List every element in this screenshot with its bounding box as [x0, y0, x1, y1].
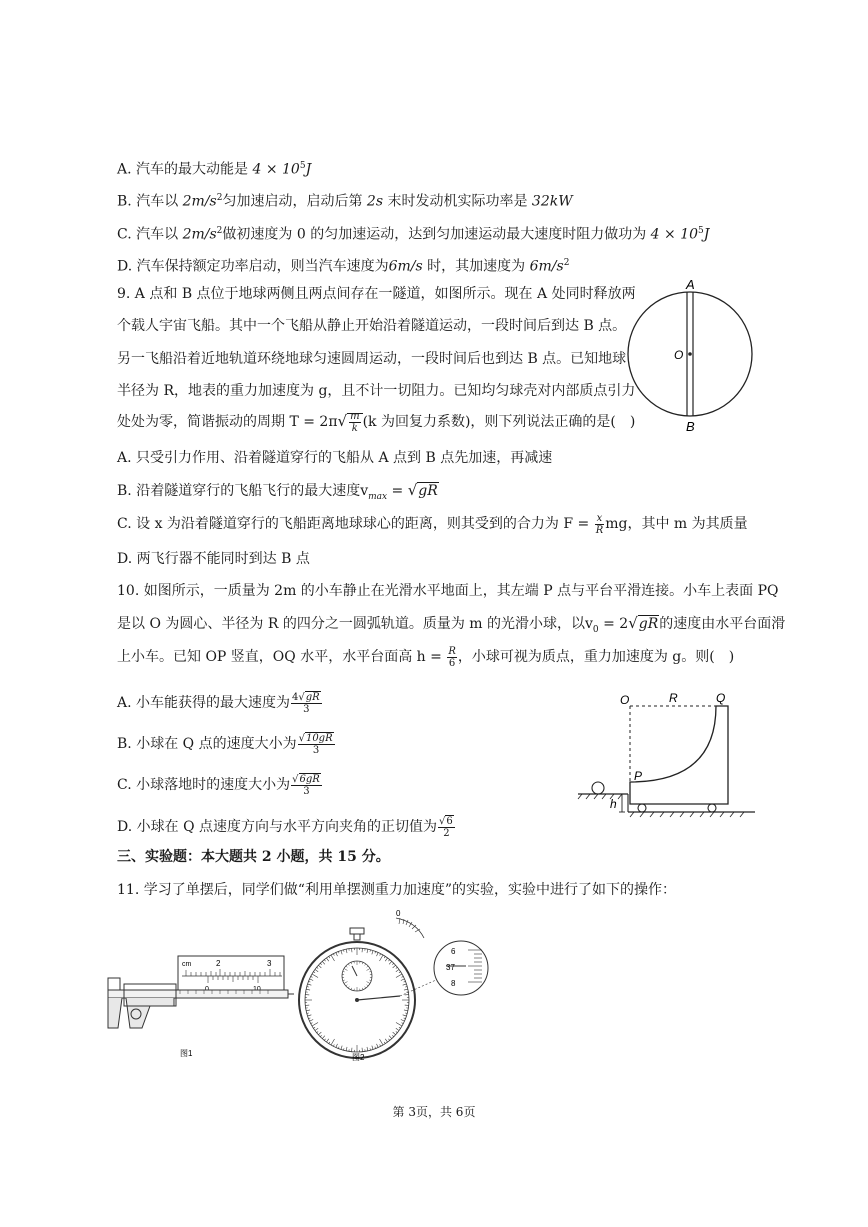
caliper-upper-jaw-fixed — [108, 978, 120, 990]
section-3-heading: 三、实验题：本大题共 2 小题，共 15 分。 — [117, 849, 390, 865]
q9-option-c: C. 设 x 为沿着隧道穿行的飞船距离地球球心的距离，则其受到的合力为 F = $\frac{x}{R}$ mg，其中 m 为其质量 — [117, 512, 748, 536]
q9-earth-tunnel-figure — [620, 278, 760, 438]
q10-line-1: 10. 如图所示，一质量为 2m 的小车静止在光滑水平地面上，其左端 P 点与平台平滑连接。小车上表面 PQ — [117, 583, 779, 599]
q8-option-d: D. 汽车保持额定功率启动，则当汽车速度为6m/s 时，其加速度为 $6m/s^2$ — [117, 258, 570, 275]
q8-option-c: C. 汽车以 $2m/s^2$做初速度为 0 的匀加速运动，达到匀加速运动最大速度时阻力做功为 $4 \times 10^5J$ — [117, 226, 710, 243]
zoom-label-37: 37 — [446, 963, 455, 972]
caliper-unit-label: cm — [182, 961, 192, 968]
caliper-lower-jaw-fixed — [108, 998, 122, 1028]
cart-body — [630, 706, 728, 804]
q11-fig1-vernier-caliper — [104, 950, 294, 1065]
q10-option-c: C. 小球落地时的速度大小为 $\frac{√6gR}{3}$ — [117, 773, 320, 797]
label-o: O — [620, 693, 630, 707]
label-o: O — [674, 348, 684, 362]
center-point — [688, 352, 692, 356]
label-r: R — [669, 691, 678, 705]
label-b: B — [686, 419, 695, 434]
caliper-main-label-2: 2 — [216, 959, 221, 968]
q9-line-5: 处处为零，简谐振动的周期 T = 2π√ $\frac{m}{k}$ (k 为回复力系数)，则下列说法正确的是( ) — [117, 410, 636, 434]
q9-line-1: 9. A 点和 B 点位于地球两侧且两点间存在一隧道，如图所示。现在 A 处同时释放两 — [117, 286, 636, 302]
fig2-caption: 图2 — [352, 1053, 365, 1062]
q11-line-1: 11. 学习了单摆后，同学们做“利用单摆测重力加速度”的实验，实验中进行了如下的操作： — [117, 882, 677, 898]
zoom-top-label-0: 0 — [396, 909, 401, 918]
label-h: h — [610, 797, 617, 811]
page-footer: 第 3页，共 6页 — [392, 1105, 476, 1119]
label-p: P — [634, 769, 643, 783]
stopwatch-top-zoom-arc — [396, 918, 424, 938]
caliper-slider — [126, 998, 174, 1028]
stopwatch-crown-button — [350, 928, 364, 934]
caliper-main-label-3: 3 — [267, 959, 272, 968]
q8-option-a: A. 汽车的最大动能是 $4 \times 10^5J$ — [117, 161, 312, 178]
q9-line-2: 个载人宇宙飞船。其中一个飞船从静止开始沿着隧道运动，一段时间后到达 B 点。 — [117, 318, 627, 334]
stopwatch-side-zoom-circle — [434, 941, 488, 995]
q9-line-4: 半径为 R，地表的重力加速度为 g，且不计一切阻力。已知均匀球壳对内部质点引力 — [117, 383, 636, 399]
q10-line-2: 是以 O 为圆心、半径为 R 的四分之一圆弧轨道。质量为 m 的光滑小球，以$v_0 = 2√gR$的速度由水平台面滑 — [117, 614, 786, 635]
q9-line-3: 另一飞船沿着近地轨道环绕地球匀速圆周运动，一段时间后也到达 B 点。已知地球 — [117, 351, 627, 367]
cart-wheel-left — [638, 804, 646, 812]
q9-option-d: D. 两飞行器不能同时到达 B 点 — [117, 551, 310, 567]
q8-option-b: B. 汽车以 $2m/s^2$匀加速启动，启动后第 2s 末时发动机实际功率是 32kW — [117, 193, 573, 210]
caliper-main-beam — [108, 990, 288, 998]
q10-option-b: B. 小球在 Q 点的速度大小为 $\frac{√10gR}{3}$ — [117, 732, 333, 756]
ground-hatching — [630, 812, 744, 817]
zoom-label-8: 8 — [451, 979, 456, 988]
label-a: A — [686, 278, 695, 292]
fig1-caption: 图1 — [180, 1049, 193, 1058]
ball — [592, 782, 604, 794]
q9-option-b: B. 沿着隧道穿行的飞船飞行的最大速度$v_{max} = √gR$ — [117, 481, 438, 502]
q9-option-a: A. 只受引力作用、沿着隧道穿行的飞船从 A 点到 B 点先加速，再减速 — [117, 450, 553, 466]
q10-cart-figure — [570, 690, 760, 825]
cart-wheel-right — [708, 804, 716, 812]
q10-line-3: 上小车。已知 OP 竖直，OQ 水平，水平台面高 h = $\frac{R}{6}$ ，小球可视为质点，重力加速度为 g。则( ) — [117, 645, 735, 669]
q10-option-a: A. 小车能获得的最大速度为 $\frac{4√gR}{3}$ — [117, 691, 320, 715]
zoom-label-6: 6 — [451, 947, 456, 956]
q10-option-d: D. 小球在 Q 点速度方向与水平方向夹角的正切值为 $\frac{√6}{2}$ — [117, 815, 453, 839]
q11-fig2-stopwatch — [296, 908, 491, 1068]
label-q: Q — [716, 691, 726, 705]
